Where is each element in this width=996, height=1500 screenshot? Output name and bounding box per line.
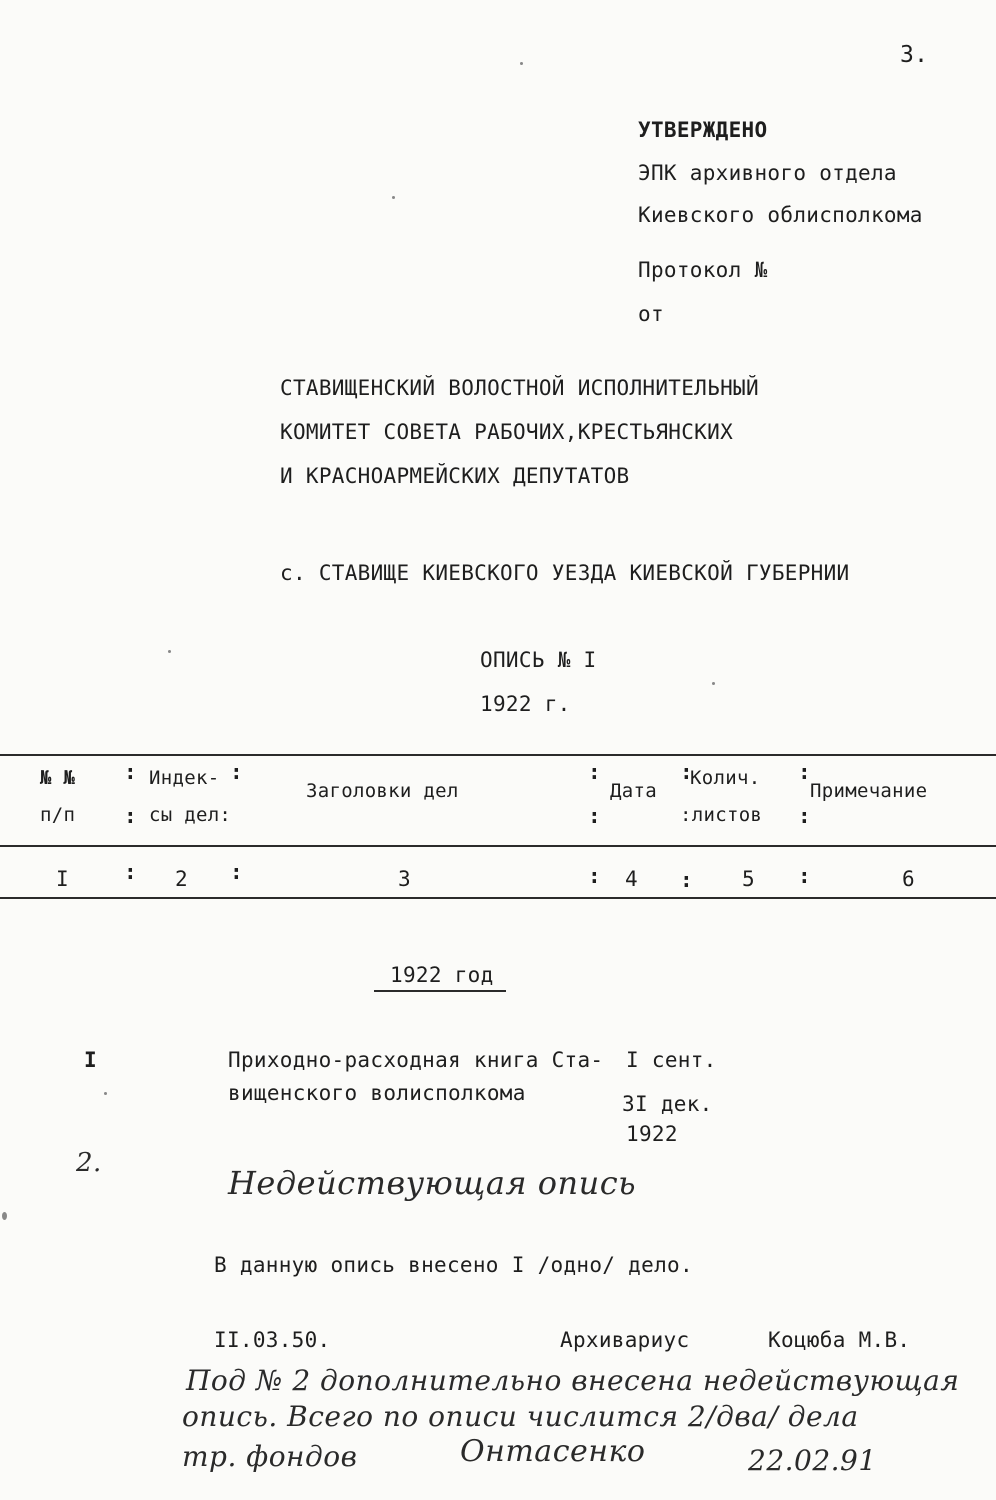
inventory-year: 1922 г. — [480, 692, 571, 716]
entry-title-line2: вищенского волисполкома — [228, 1081, 526, 1105]
entry-date-line2: 3I дек. — [622, 1092, 713, 1116]
colon-mark: : — [798, 804, 811, 828]
organization-line1: СТАВИЩЕНСКИЙ ВОЛОСТНОЙ ИСПОЛНИТЕЛЬНЫЙ — [280, 376, 759, 400]
colon-mark: : — [680, 760, 693, 784]
column-number-5: 5 — [742, 867, 755, 891]
header-date: Дата — [610, 780, 657, 802]
handwritten-note-line1: Под № 2 дополнительно внесена недействующая — [186, 1364, 960, 1397]
colon-mark: : — [124, 860, 137, 884]
inventory-summary: В данную опись внесено I /одно/ дело. — [214, 1253, 693, 1277]
colon-mark: : — [680, 868, 693, 892]
entry-number: I — [84, 1048, 97, 1072]
colon-mark: : — [588, 864, 601, 888]
header-index-line2: сы дел: — [149, 804, 232, 826]
header-titles: Заголовки дел — [306, 780, 459, 802]
colon-mark: : — [798, 760, 811, 784]
entry-date-line3: 1922 — [626, 1122, 678, 1146]
entry-title-line1: Приходно-расходная книга Ста- — [228, 1048, 604, 1072]
organization-location: с. СТАВИЩЕ КИЕВСКОГО УЕЗДА КИЕВСКОЙ ГУБЕРНИИ — [280, 561, 850, 585]
colon-mark: : — [124, 804, 137, 828]
section-year: 1922 год — [390, 963, 494, 987]
approval-protocol: Протокол № — [638, 258, 768, 282]
header-index-line1: Индек- — [149, 767, 220, 789]
colon-mark: : — [588, 760, 601, 784]
handwritten-entry-number: 2. — [76, 1148, 102, 1178]
scan-speck — [520, 62, 523, 65]
handwritten-note-line3: тр. фондов — [182, 1440, 358, 1473]
approval-title: УТВЕРЖДЕНО — [638, 118, 768, 142]
column-number-3: 3 — [398, 867, 411, 891]
handwritten-note-date: 22.02.91 — [748, 1444, 877, 1477]
table-middle-rule — [0, 845, 996, 847]
header-count-line2: :листов — [680, 804, 763, 826]
scan-speck — [2, 1212, 7, 1220]
table-top-rule — [0, 754, 996, 756]
header-num-line2: п/п — [40, 804, 76, 826]
footer-date: II.03.50. — [214, 1328, 331, 1352]
handwritten-signature: Онтасенко — [460, 1434, 646, 1469]
header-note: Примечание — [810, 780, 928, 802]
handwritten-entry-text: Недействующая опись — [228, 1164, 637, 1202]
colon-mark: : — [124, 760, 137, 784]
scan-speck — [392, 196, 395, 199]
column-number-4: 4 — [625, 867, 638, 891]
header-count-line1: Колич. — [690, 767, 761, 789]
organization-line3: И КРАСНОАРМЕЙСКИХ ДЕПУТАТОВ — [280, 464, 630, 488]
header-num-line1: № № — [40, 767, 76, 789]
colon-mark: : — [588, 804, 601, 828]
colon-mark: : — [798, 864, 811, 888]
footer-name: Коцюба М.В. — [768, 1328, 911, 1352]
scan-speck — [168, 650, 171, 653]
approval-line2: Киевского облисполкома — [638, 203, 923, 227]
organization-line2: КОМИТЕТ СОВЕТА РАБОЧИХ,КРЕСТЬЯНСКИХ — [280, 420, 734, 444]
column-number-1: I — [56, 867, 69, 891]
page-number: 3. — [900, 42, 929, 68]
approval-from: от — [638, 302, 664, 326]
section-year-underline — [374, 990, 506, 992]
inventory-title: ОПИСЬ № I — [480, 648, 597, 672]
column-number-2: 2 — [175, 867, 188, 891]
column-number-6: 6 — [902, 867, 915, 891]
entry-date-line1: I сент. — [626, 1048, 717, 1072]
footer-position: Архивариус — [560, 1328, 690, 1352]
scan-speck — [104, 1092, 107, 1095]
handwritten-note-line2: опись. Всего по описи числится 2/два/ дела — [182, 1400, 859, 1433]
colon-mark: : — [230, 760, 243, 784]
colon-mark: : — [230, 860, 243, 884]
table-bottom-rule — [0, 897, 996, 899]
scan-speck — [712, 682, 715, 685]
approval-line1: ЭПК архивного отдела — [638, 161, 897, 185]
